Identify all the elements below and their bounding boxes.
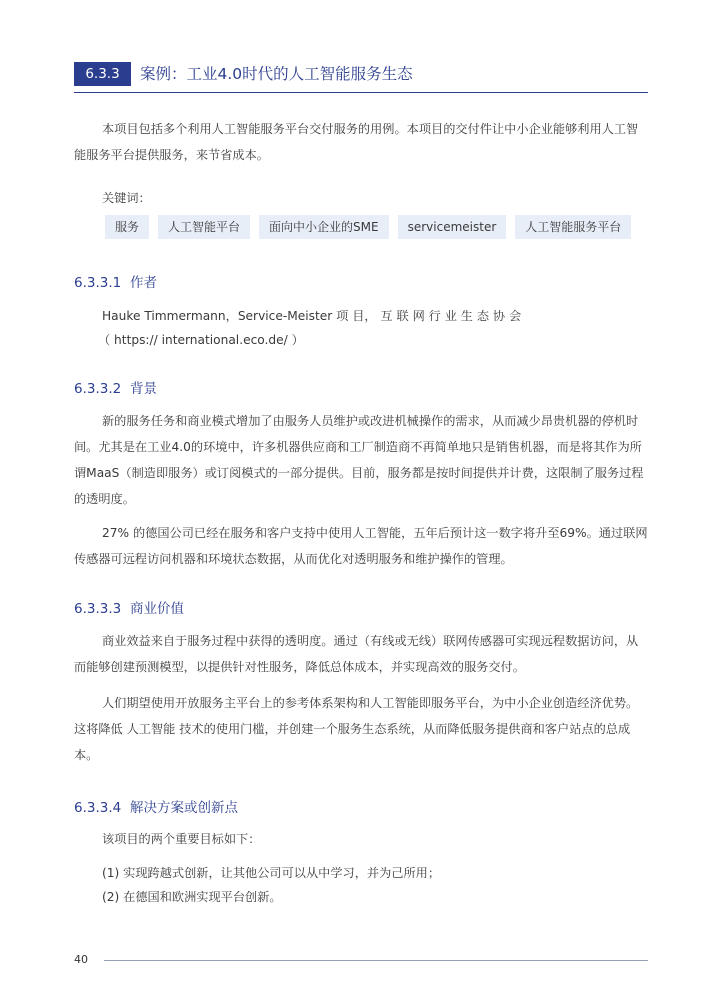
author-url: （ https:// international.eco.de/ ） (98, 333, 304, 347)
keyword-tag: 服务 (105, 215, 149, 239)
subsection-number: 6.3.3.2 (74, 381, 122, 397)
solution-intro: 该项目的两个重要目标如下： (102, 832, 261, 846)
subsection-title: 作者 (130, 275, 157, 291)
author-line: Hauke Timmermann，Service-Meister 项 目， 互 联 网 行 业 生 态 协 会 (102, 309, 522, 323)
keyword-tag: servicemeister (398, 215, 507, 239)
page-number: 40 (74, 953, 88, 966)
keyword-tag: 面向中小企业的SME (259, 215, 389, 239)
subsection-number: 6.3.3.4 (74, 800, 122, 816)
keywords-label: 关键词： (102, 191, 151, 205)
subsection-number: 6.3.3.1 (74, 275, 122, 291)
footer-divider (104, 960, 648, 961)
solution-heading (74, 798, 238, 818)
background-paragraph-1: 新的服务任务和商业模式增加了由服务人员维护或改进机械操作的需求，从而减少昂贵机器的停机时间。尤其是在工业4.0的环境中，许多机器供应商和工厂制造商不再简单地只是销售机器，而是将其作为所谓MaaS（制造即服务）或订阅模式的一部分提供。目前，服务都是按时间提供并计费，这限制了服务过程的透明度。 (74, 414, 644, 506)
solution-item-1: (1) 实现跨越式创新，让其他公司可以从中学习，并为己所用； (102, 866, 441, 880)
keyword-tag: 人工智能平台 (158, 215, 250, 239)
keyword-tag: 人工智能服务平台 (515, 215, 631, 239)
subsection-title: 背景 (130, 381, 157, 397)
value-paragraph-2: 人们期望使用开放服务主平台上的参考体系架构和人工智能即服务平台，为中小企业创造经济优势。这将降低 人工智能 技术的使用门槛，并创建一个服务生态系统，从而降低服务提供商和客户站点的总成本。 (74, 696, 639, 762)
background-paragraph-2: 27% 的德国公司已经在服务和客户支持中使用人工智能，五年后预计这一数字将升至69%。通过联网传感器可远程访问机器和环境状态数据，从而优化对透明服务和维护操作的管理。 (74, 526, 648, 566)
section-header (74, 62, 648, 93)
intro-paragraph: 本项目包括多个利用人工智能服务平台交付服务的用例。本项目的交付件让中小企业能够利用人工智能服务平台提供服务，来节省成本。 (74, 122, 639, 162)
background-heading (74, 379, 157, 399)
value-heading (74, 599, 184, 619)
section-title: 案例：工业4.0时代的人工智能服务生态 (140, 65, 413, 83)
section-number: 6.3.3 (74, 62, 131, 86)
keyword-tags (105, 215, 631, 239)
value-paragraph-1: 商业效益来自于服务过程中获得的透明度。通过（有线或无线）联网传感器可实现远程数据访问，从而能够创建预测模型，以提供针对性服务，降低总体成本，并实现高效的服务交付。 (74, 634, 639, 674)
subsection-title: 解决方案或创新点 (130, 800, 238, 816)
solution-item-2: (2) 在德国和欧洲实现平台创新。 (102, 890, 282, 904)
subsection-number: 6.3.3.3 (74, 601, 122, 617)
author-heading (74, 273, 157, 293)
subsection-title: 商业价值 (130, 601, 184, 617)
